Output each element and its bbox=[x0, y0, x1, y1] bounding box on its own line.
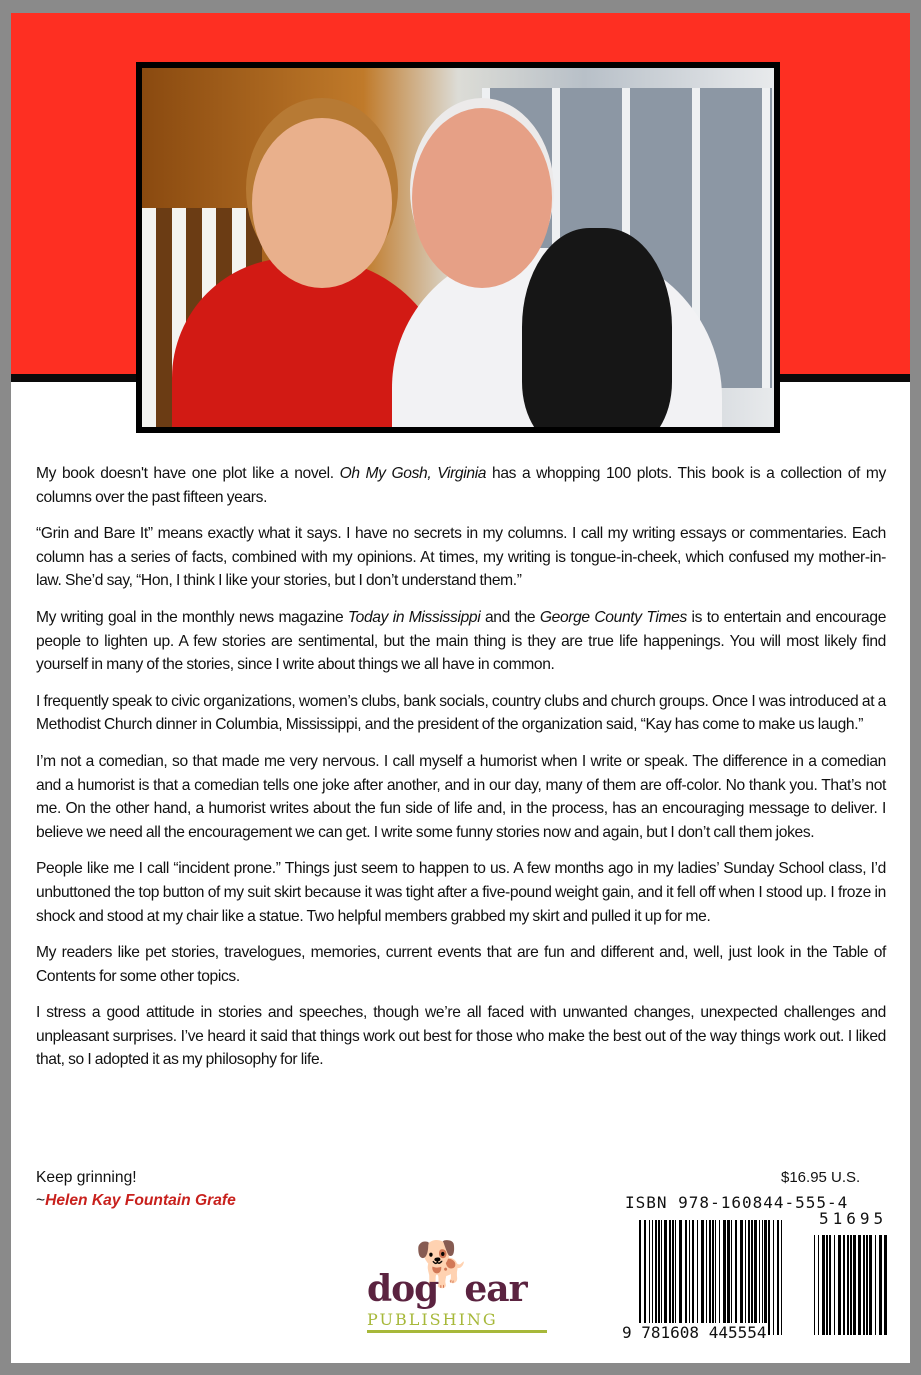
barcode-bar bbox=[664, 1220, 667, 1335]
barcode-bar bbox=[869, 1235, 872, 1335]
jumping-dog-icon: 🐕 bbox=[415, 1240, 470, 1289]
barcode-bar bbox=[745, 1220, 746, 1335]
barcode-bar bbox=[719, 1220, 720, 1335]
barcode-bar bbox=[822, 1235, 825, 1335]
price-barcode bbox=[814, 1235, 889, 1335]
barcode-bar bbox=[655, 1220, 657, 1335]
barcode-bar bbox=[829, 1235, 831, 1335]
text-run: is to entertain and encourage people to lighten up. A few stories are sentimental, but the main thing is they are true life happenings. You will most likely find yourself in many of the stories, since I write about things we all have in common. bbox=[36, 608, 887, 674]
barcode-bar bbox=[658, 1220, 660, 1335]
author-photo bbox=[136, 62, 780, 433]
barcode-bar bbox=[689, 1220, 690, 1335]
barcode-bar bbox=[768, 1220, 770, 1335]
barcode-bar bbox=[762, 1220, 763, 1335]
barcode-bar bbox=[879, 1235, 882, 1335]
barcode-bar bbox=[866, 1235, 868, 1335]
barcode-bar bbox=[834, 1235, 835, 1335]
blurb-text bbox=[36, 462, 886, 1085]
back-cover bbox=[11, 13, 910, 1363]
barcode-bar bbox=[701, 1220, 704, 1335]
publisher-subtitle: PUBLISHING bbox=[367, 1310, 498, 1329]
price-code: 51695 bbox=[819, 1209, 888, 1228]
text-run: has a whopping 100 plots. This book is a collection of my columns over the past fifteen years. bbox=[36, 465, 886, 506]
paragraph-6: People like me I call “incident prone.” Things just seem to happen to us. A few months ago in my ladies’ Sunday School class, I’d unbuttoned the top button of my suit skirt because it was tight after a five-pound weight gain, and it fell off when I stood up. I froze in shock and stood at my chair like a statue. Two helpful members grabbed my skirt and pulled it up for me. bbox=[36, 860, 886, 925]
barcode-bar bbox=[723, 1220, 726, 1335]
barcode-bar bbox=[685, 1220, 687, 1335]
barcode-bar bbox=[644, 1220, 646, 1335]
barcode-bar bbox=[843, 1235, 845, 1335]
barcode-bar bbox=[706, 1220, 707, 1335]
woman-head bbox=[252, 118, 392, 288]
barcode-bar bbox=[731, 1220, 732, 1335]
logo-underline bbox=[367, 1330, 547, 1333]
signature-line bbox=[36, 1189, 236, 1212]
barcode-bar bbox=[692, 1220, 694, 1335]
paragraph-8: I stress a good attitude in stories and speeches, though we’re all faced with unwanted changes, unexpected challenges and unpleasant surprises. I’ve heard it said that things work out best for those who make the best out of the way things work out. I liked that, so I adopted it as my philosophy for life. bbox=[36, 1004, 886, 1069]
barcode-bar bbox=[672, 1220, 674, 1335]
signature-block bbox=[36, 1166, 236, 1212]
barcode-bar bbox=[863, 1235, 865, 1335]
publisher-name-part1: dog bbox=[367, 1268, 439, 1310]
publication-title: Today in Mississippi bbox=[347, 608, 481, 626]
barcode-bar bbox=[818, 1235, 819, 1335]
paragraph-4: I frequently speak to civic organizations, women’s clubs, bank socials, country clubs and church groups. Once I was introduced at a Methodist Church dinner in Columbia, Mississippi, and the president of the organization said, “Kay has come to make us laugh.” bbox=[36, 692, 886, 734]
text-run: My book doesn't have one plot like a novel. bbox=[36, 465, 340, 482]
barcode-bar bbox=[715, 1220, 716, 1335]
barcode-bar bbox=[639, 1220, 641, 1335]
barcode-bar bbox=[838, 1235, 841, 1335]
man-head bbox=[412, 108, 552, 288]
barcode-number: 9 781608 445554 bbox=[622, 1323, 767, 1342]
barcode-bar bbox=[814, 1235, 815, 1335]
barcode-bar bbox=[754, 1220, 757, 1335]
barcode-bar bbox=[826, 1235, 828, 1335]
book-title: Oh My Gosh, Virginia bbox=[339, 465, 487, 482]
barcode-bar bbox=[727, 1220, 730, 1335]
barcode-bar bbox=[875, 1235, 876, 1335]
paragraph-5: I’m not a comedian, so that made me very nervous. I call myself a humorist when I write or speak. The difference in a comedian and a humorist is that a comedian tells one joke after another, and in our day, many of them are off-color. No thank you. That’s not me. On the other hand, a humorist writes about the fun side of life and, in the process, has an encouraging message to deliver. I believe we need all the encouragement we can get. I write some funny stories now and again, but I don’t call them jokes. bbox=[36, 752, 886, 841]
isbn-label: ISBN 978-160844-555-4 bbox=[625, 1193, 849, 1212]
barcode-bar bbox=[884, 1235, 887, 1335]
closing-line: Keep grinning! bbox=[36, 1169, 137, 1186]
barcode-bar bbox=[661, 1220, 662, 1335]
barcode-bar bbox=[709, 1220, 711, 1335]
publication-title: George County Times bbox=[539, 608, 687, 626]
barcode-bar bbox=[748, 1220, 750, 1335]
paragraph-7: My readers like pet stories, travelogues, memories, current events that are fun and different and, well, just look in the Table of Contents for some other topics. bbox=[36, 944, 886, 985]
dog-figure bbox=[522, 228, 672, 427]
tilde: ~ bbox=[36, 1192, 46, 1209]
publisher-name-part2: ear bbox=[464, 1268, 527, 1310]
paragraph-1 bbox=[36, 462, 886, 509]
barcode-bar bbox=[858, 1235, 861, 1335]
paragraph-2: “Grin and Bare It” means exactly what it says. I have no secrets in my columns. I call my writing essays or commentaries. Each column has a series of facts, combined with my opinions. At times, my writing is tongue-in-cheek, which confused my mother-in-law. She’d say, “Hon, I think I like your stories, but I don’t understand them.” bbox=[36, 525, 886, 590]
barcode-bar bbox=[652, 1220, 653, 1335]
barcode-bar bbox=[751, 1220, 753, 1335]
isbn-barcode bbox=[639, 1220, 799, 1335]
barcode-bar bbox=[847, 1235, 849, 1335]
publisher-logo bbox=[365, 1228, 555, 1338]
barcode-bar bbox=[850, 1235, 852, 1335]
barcode-bar bbox=[669, 1220, 671, 1335]
barcode-bar bbox=[712, 1220, 714, 1335]
barcode-bar bbox=[697, 1220, 698, 1335]
barcode-bar bbox=[764, 1220, 767, 1335]
text-run: My writing goal in the monthly news magazine bbox=[36, 608, 348, 626]
barcode-bar bbox=[773, 1220, 774, 1335]
publisher-name bbox=[367, 1268, 527, 1310]
barcode-bar bbox=[853, 1235, 856, 1335]
barcode-bar bbox=[679, 1220, 682, 1335]
barcode-bar bbox=[781, 1220, 782, 1335]
author-signature: Helen Kay Fountain Grafe bbox=[45, 1192, 236, 1209]
barcode-bar bbox=[740, 1220, 743, 1335]
barcode-bar bbox=[735, 1220, 737, 1335]
paragraph-3 bbox=[36, 606, 886, 677]
barcode-bar bbox=[759, 1220, 760, 1335]
barcode-bar bbox=[777, 1220, 779, 1335]
price: $16.95 U.S. bbox=[781, 1169, 861, 1186]
barcode-bar bbox=[675, 1220, 676, 1335]
text-run: and the bbox=[480, 608, 540, 626]
barcode-bar bbox=[649, 1220, 650, 1335]
